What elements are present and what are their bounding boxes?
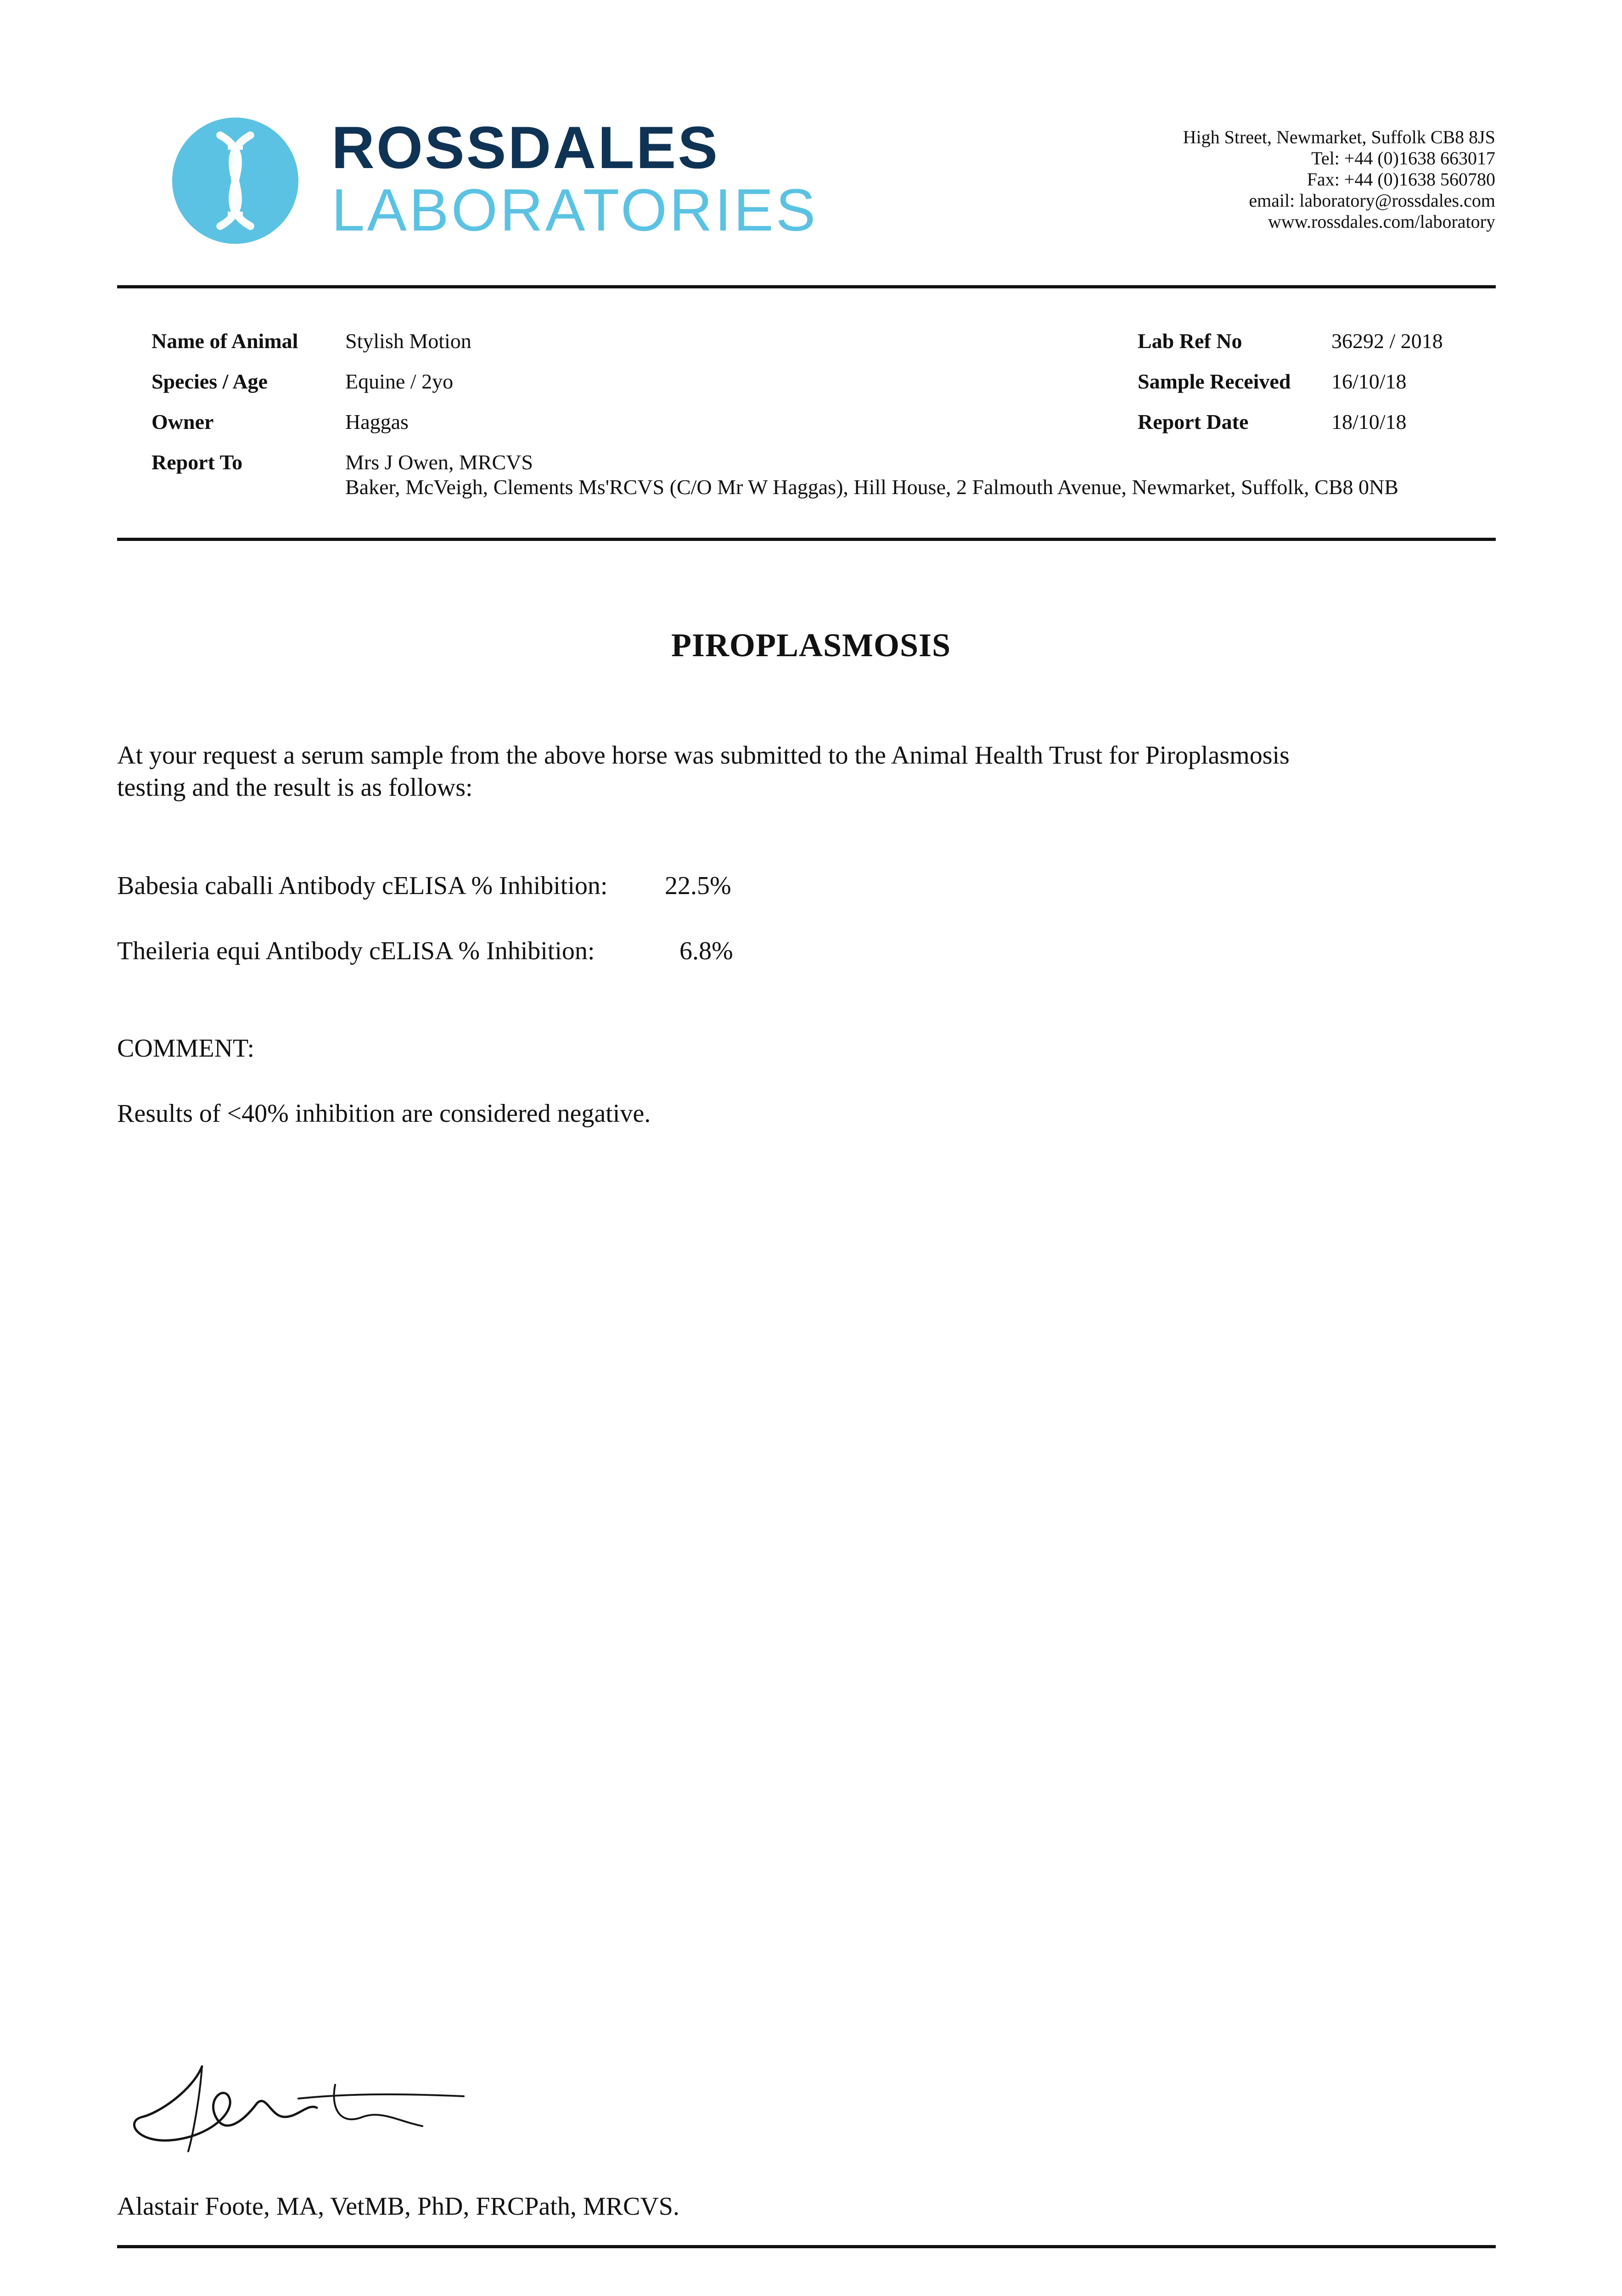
comment-text: Results of <40% inhibition are considered negative.	[117, 1099, 651, 1128]
intro-line-2: testing and the result is as follows:	[117, 773, 473, 802]
contact-fax: Fax: +44 (0)1638 560780	[1307, 169, 1495, 190]
footer-divider	[117, 2245, 1496, 2248]
contact-tel: Tel: +44 (0)1638 663017	[1311, 148, 1495, 169]
report-to-label: Report To	[152, 450, 243, 474]
header-divider	[117, 285, 1496, 288]
owner-label: Owner	[152, 410, 214, 433]
result-label-theileria: Theileria equi Antibody cELISA % Inhibition:	[117, 937, 595, 965]
info-divider	[117, 538, 1496, 541]
result-label-babesia: Babesia caballi Antibody cELISA % Inhibition:	[117, 872, 608, 900]
name-of-animal-label: Name of Animal	[152, 329, 298, 353]
contact-address: High Street, Newmarket, Suffolk CB8 8JS	[1183, 127, 1495, 147]
report-title: PIROPLASMOSIS	[671, 627, 951, 664]
lab-ref-value: 36292 / 2018	[1331, 329, 1443, 353]
report-to-line1: Mrs J Owen, MRCVS	[345, 450, 533, 474]
contact-website[interactable]: www.rossdales.com/laboratory	[1268, 211, 1495, 232]
dna-helix-icon	[172, 118, 298, 244]
brand-name-line1: ROSSDALES	[331, 114, 720, 181]
species-age-value: Equine / 2yo	[345, 370, 454, 393]
species-age-label: Species / Age	[152, 370, 268, 393]
brand-name-line2: LABORATORIES	[331, 176, 818, 243]
sample-received-value: 16/10/18	[1331, 370, 1407, 393]
signatory-name: Alastair Foote, MA, VetMB, PhD, FRCPath, MRCVS.	[117, 2192, 679, 2221]
name-of-animal-value: Stylish Motion	[345, 329, 471, 353]
signature-image	[124, 2048, 473, 2158]
contact-email[interactable]: email: laboratory@rossdales.com	[1249, 190, 1495, 211]
intro-line-1: At your request a serum sample from the above horse was submitted to the Animal Health Trust for Piroplasmosis	[117, 741, 1290, 770]
sample-received-label: Sample Received	[1138, 370, 1291, 393]
contact-block	[1183, 127, 1495, 232]
comment-heading: COMMENT:	[117, 1034, 255, 1063]
lab-ref-label: Lab Ref No	[1138, 329, 1242, 353]
result-value-babesia: 22.5%	[665, 872, 731, 900]
report-date-value: 18/10/18	[1331, 410, 1407, 433]
report-to-line2: Baker, McVeigh, Clements Ms'RCVS (C/O Mr W Haggas), Hill House, 2 Falmouth Avenue, Newmarket, Suffolk, CB8 0NB	[345, 475, 1398, 499]
report-date-label: Report Date	[1138, 410, 1249, 433]
owner-value: Haggas	[345, 410, 409, 433]
result-value-theileria: 6.8%	[679, 937, 733, 965]
